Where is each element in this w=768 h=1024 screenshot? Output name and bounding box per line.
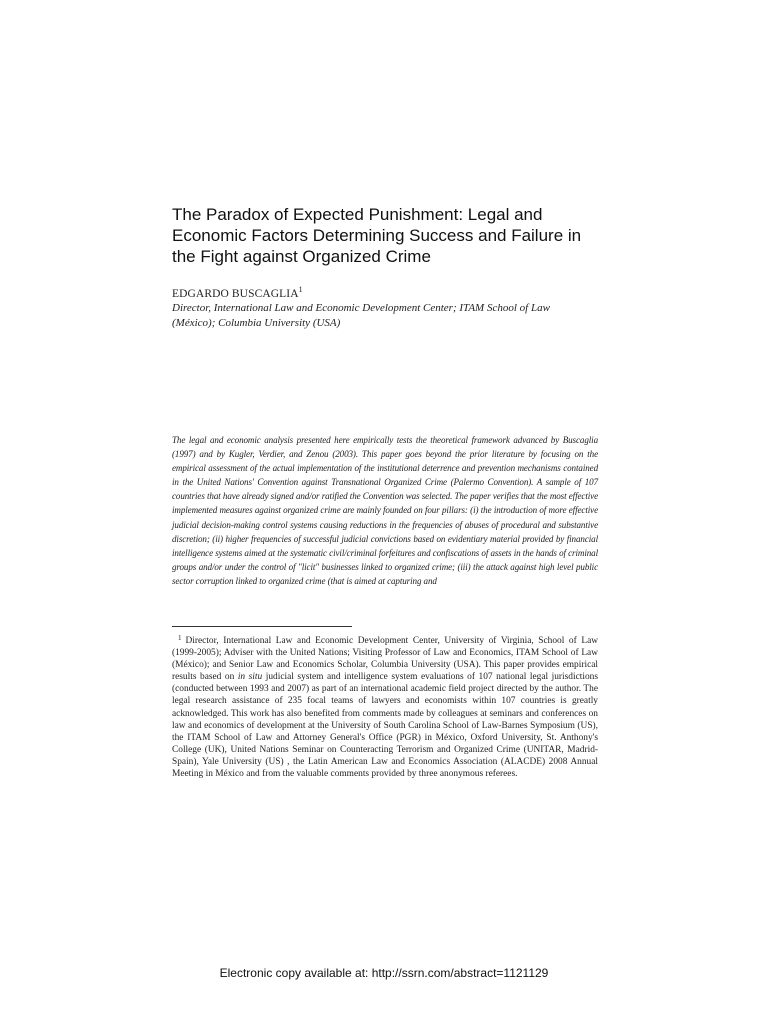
author-name: EDGARDO BUSCAGLIA (172, 288, 299, 300)
footnote-text-end: judicial system and intelligence system evaluations of 107 national legal jurisdictions (conducted between 1993 and 2007) as part of an international academic field project directed by the author. The legal research assistance of 235 focal teams of lawyers and economists within 107 countries is greatly acknowledged. This work has also benefited from comments made by colleagues at seminars and conferences on law and economics of development at the University of South Carolina School of Law-Barnes Symposium (US), the ITAM School of Law and Attorney General's Office (PGR) in México, Oxford University, St. Anthony's College (UK), United Nations Seminar on Counteracting Terrorism and Organized Crime (UNITAR, Madrid-Spain), Yale University (US) , the Latin American Law and Economics Association (ALACDE) 2008 Annual Meeting in México and from the valuable comments provided by three anonymous referees. (172, 672, 598, 780)
footnote-text-start: Director, International Law and Economic Development Center, University of Virginia, School of Law (1999-2005); Adviser with the United Nations; Visiting Professor of Law and Economics, ITAM School of Law (México); and Senior Law and Economics Scholar, Columbia University (USA). This paper provides empirical results based on (172, 636, 598, 683)
footnote-mark: 1 (178, 634, 182, 642)
paper-title: The Paradox of Expected Punishment: Legal and Economic Factors Determining Success and Failure in the Fight against Organized Crime (172, 205, 582, 266)
author-affiliation: Director, International Law and Economic Development Center; ITAM School of Law (México); Columbia University (USA) (172, 302, 550, 329)
abstract: The legal and economic analysis presented here empirically tests the theoretical framework advanced by Buscaglia (1997) and by Kugler, Verdier, and Zenou (2003). This paper goes beyond the prior literature by focusing on the empirical assessment of the actual implementation of the institutional deterrence and prevention mechanisms contained in the United Nations' Convention against Transnational Organized Crime (Palermo Convention). A sample of 107 countries that have already signed and/or ratified the Convention was selected. The paper verifies that the most effective implemented measures against organized crime are mainly founded on four pillars: (i) the introduction of more effective judicial decision-making control systems causing reductions in the frequencies of abuses of procedural and substantive discretion; (ii) higher frequencies of successful judicial convictions based on evidentiary material provided by financial intelligence systems aimed at the systematic civil/criminal forfeitures and confiscations of assets in the hands of criminal groups and/or under the control of "licit" businesses linked to organized crime; (iii) the attack against high level public sector corruption linked to organized crime (that is aimed at capturing and (172, 435, 598, 586)
author-line (172, 285, 303, 300)
footnote-emphasis: in situ (237, 672, 263, 683)
footnote (172, 632, 598, 780)
author-footnote-mark: 1 (298, 285, 303, 294)
ssrn-availability-notice: Electronic copy available at: http://ssrn.com/abstract=1121129 (219, 966, 549, 980)
footnote-divider (172, 626, 352, 627)
